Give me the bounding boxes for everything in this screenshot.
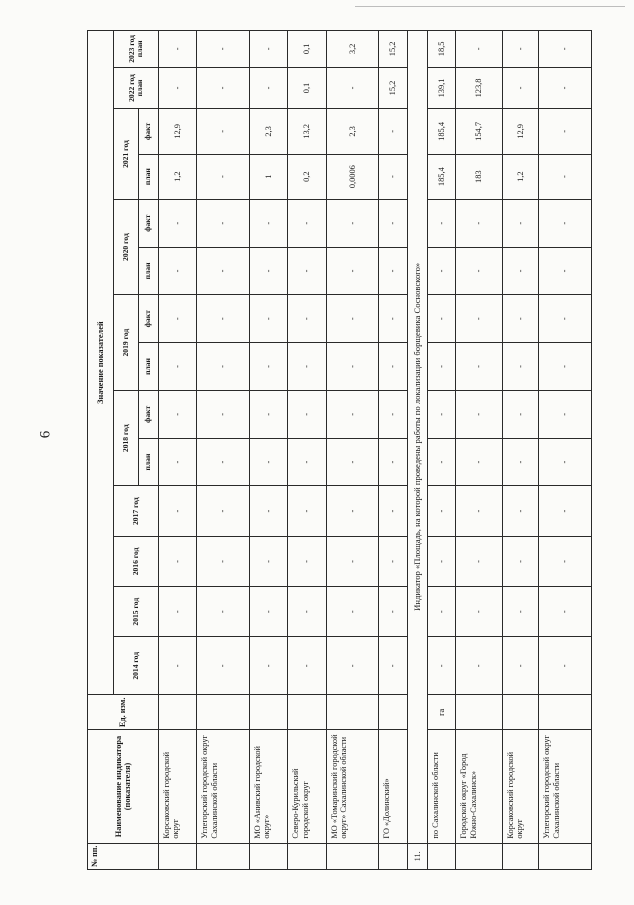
row-unit: [249, 695, 287, 730]
value-cell: 154,7: [456, 109, 503, 154]
value-cell: 0,0006: [326, 154, 379, 199]
value-cell: -: [539, 247, 592, 295]
row-num-cell: [456, 843, 503, 869]
value-cell: -: [502, 67, 538, 109]
value-cell: -: [288, 247, 326, 295]
value-cell: -: [539, 154, 592, 199]
header-year-2016: 2016 год: [114, 536, 159, 586]
header-values-title: Значение показателей: [88, 31, 114, 695]
table-row: [456, 31, 503, 870]
row-name: МО «Анивский городской округ»: [249, 730, 287, 843]
value-cell: -: [249, 199, 287, 247]
value-cell: -: [379, 109, 407, 154]
value-cell: -: [197, 295, 250, 343]
row-unit: [539, 695, 592, 730]
value-cell: -: [428, 486, 456, 536]
header-name: Наименование индикатора (показателя): [88, 730, 159, 843]
value-cell: -: [539, 295, 592, 343]
value-cell: 0,2: [288, 154, 326, 199]
row-num-cell: [539, 843, 592, 869]
value-cell: -: [326, 438, 379, 486]
value-cell: -: [288, 390, 326, 438]
row-name: Корсаковский городской округ: [158, 730, 196, 843]
value-cell: -: [379, 247, 407, 295]
row-num-cell: [428, 843, 456, 869]
value-cell: -: [502, 295, 538, 343]
header-plan-2023: план: [135, 40, 145, 58]
header-year-2018: 2018 год: [114, 390, 138, 486]
value-cell: -: [288, 199, 326, 247]
value-cell: -: [428, 536, 456, 586]
value-cell: -: [197, 247, 250, 295]
value-cell: -: [249, 31, 287, 68]
value-cell: 15,2: [379, 31, 407, 68]
value-cell: -: [326, 343, 379, 391]
value-cell: -: [158, 390, 196, 438]
header-row-1: [88, 31, 114, 870]
value-cell: -: [539, 438, 592, 486]
row-name: Городской округ «Город Южно-Сахалинск»: [456, 730, 503, 843]
header-year-2020: 2020 год: [114, 199, 138, 295]
value-cell: -: [456, 637, 503, 695]
value-cell: -: [502, 438, 538, 486]
value-cell: 18,5: [428, 31, 456, 68]
value-cell: -: [539, 637, 592, 695]
value-cell: -: [249, 587, 287, 637]
table-row: [326, 31, 379, 870]
table-row: [288, 31, 326, 870]
value-cell: 1,2: [502, 154, 538, 199]
value-cell: -: [326, 536, 379, 586]
value-cell: 183: [456, 154, 503, 199]
value-cell: -: [539, 390, 592, 438]
value-cell: 15,2: [379, 67, 407, 109]
value-cell: -: [456, 390, 503, 438]
row-name: ГО «Долинский»: [379, 730, 407, 843]
row-unit: [288, 695, 326, 730]
value-cell: -: [379, 486, 407, 536]
value-cell: -: [288, 637, 326, 695]
row-name: Углегорский городской округ Сахалинской области: [197, 730, 250, 843]
indicator-table: [87, 30, 592, 870]
value-cell: -: [249, 438, 287, 486]
value-cell: -: [502, 486, 538, 536]
value-cell: -: [502, 536, 538, 586]
value-cell: -: [379, 637, 407, 695]
value-cell: -: [197, 31, 250, 68]
indicator-11-row: [407, 31, 427, 870]
value-cell: -: [539, 67, 592, 109]
value-cell: -: [288, 343, 326, 391]
value-cell: 0,1: [288, 67, 326, 109]
value-cell: -: [158, 31, 196, 68]
value-cell: -: [288, 587, 326, 637]
value-cell: -: [428, 587, 456, 637]
value-cell: -: [539, 109, 592, 154]
value-cell: -: [158, 637, 196, 695]
value-cell: -: [288, 438, 326, 486]
value-cell: 12,9: [502, 109, 538, 154]
row-unit: [158, 695, 196, 730]
value-cell: -: [502, 390, 538, 438]
value-cell: -: [428, 637, 456, 695]
row-unit: [502, 695, 538, 730]
header-num: № пп.: [88, 843, 159, 869]
value-cell: 1: [249, 154, 287, 199]
value-cell: -: [502, 343, 538, 391]
value-cell: 139,1: [428, 67, 456, 109]
row-name: МО «Томаринский городской округ» Сахалинской области: [326, 730, 379, 843]
value-cell: -: [197, 154, 250, 199]
value-cell: 0,1: [288, 31, 326, 68]
value-cell: -: [197, 67, 250, 109]
table-body: [88, 31, 592, 870]
row-num-cell: [502, 843, 538, 869]
header-fact-2020: факт: [138, 199, 158, 247]
row-name: Углегорский городской округ Сахалинской области: [539, 730, 592, 843]
header-fact-2018: факт: [138, 390, 158, 438]
row-num-cell: [249, 843, 287, 869]
value-cell: -: [197, 486, 250, 536]
row-num-cell: [326, 843, 379, 869]
value-cell: -: [197, 438, 250, 486]
value-cell: 2,3: [326, 109, 379, 154]
value-cell: -: [456, 199, 503, 247]
value-cell: -: [428, 438, 456, 486]
value-cell: -: [539, 486, 592, 536]
value-cell: -: [158, 438, 196, 486]
page-number: 6: [37, 430, 54, 439]
value-cell: -: [158, 199, 196, 247]
header-year-2023: [114, 31, 159, 68]
table-row: [539, 31, 592, 870]
value-cell: -: [456, 486, 503, 536]
indicator-11-text: Индикатор «Площадь, на которой проведены работы по локализации борщевика Сосновского»: [407, 31, 427, 844]
table-row: [428, 31, 456, 870]
row-name: Корсаковский городской округ: [502, 730, 538, 843]
value-cell: -: [326, 587, 379, 637]
value-cell: -: [158, 486, 196, 536]
value-cell: -: [288, 295, 326, 343]
header-year-2022-label: 2022 год: [126, 74, 136, 102]
value-cell: -: [197, 199, 250, 247]
value-cell: -: [326, 637, 379, 695]
row-num-cell: [288, 843, 326, 869]
value-cell: -: [539, 587, 592, 637]
header-year-2022: [114, 67, 159, 109]
value-cell: -: [249, 486, 287, 536]
header-fact-2019: факт: [138, 295, 158, 343]
header-year-2023-label: 2023 год: [126, 35, 136, 63]
header-plan-2020: план: [138, 247, 158, 295]
value-cell: -: [158, 343, 196, 391]
value-cell: -: [379, 438, 407, 486]
value-cell: 2,3: [249, 109, 287, 154]
value-cell: -: [249, 343, 287, 391]
header-year-2014: 2014 год: [114, 637, 159, 695]
value-cell: -: [249, 247, 287, 295]
value-cell: -: [197, 587, 250, 637]
value-cell: -: [158, 67, 196, 109]
row-unit: [379, 695, 407, 730]
value-cell: -: [379, 390, 407, 438]
row-unit: [456, 695, 503, 730]
value-cell: -: [539, 536, 592, 586]
value-cell: -: [158, 587, 196, 637]
value-cell: -: [456, 536, 503, 586]
value-cell: -: [379, 295, 407, 343]
value-cell: -: [249, 637, 287, 695]
value-cell: -: [456, 295, 503, 343]
value-cell: 123,8: [456, 67, 503, 109]
value-cell: 185,4: [428, 109, 456, 154]
row-num-cell: [197, 843, 250, 869]
header-plan-2018: план: [138, 438, 158, 486]
value-cell: -: [539, 199, 592, 247]
header-year-2015: 2015 год: [114, 587, 159, 637]
row-name: по Сахалинской области: [428, 730, 456, 843]
value-cell: -: [502, 247, 538, 295]
value-cell: -: [428, 343, 456, 391]
value-cell: -: [379, 199, 407, 247]
value-cell: -: [197, 109, 250, 154]
value-cell: -: [158, 247, 196, 295]
value-cell: -: [502, 199, 538, 247]
indicator-11-num: 11.: [407, 843, 427, 869]
value-cell: -: [379, 154, 407, 199]
value-cell: -: [288, 486, 326, 536]
value-cell: -: [379, 587, 407, 637]
table-row: [158, 31, 196, 870]
value-cell: -: [158, 536, 196, 586]
value-cell: -: [326, 390, 379, 438]
value-cell: -: [326, 247, 379, 295]
value-cell: -: [539, 31, 592, 68]
row-unit: га: [428, 695, 456, 730]
value-cell: -: [456, 31, 503, 68]
value-cell: -: [456, 587, 503, 637]
value-cell: -: [379, 536, 407, 586]
header-plan-2022: план: [135, 79, 145, 97]
value-cell: -: [428, 390, 456, 438]
header-year-2019: 2019 год: [114, 295, 138, 391]
value-cell: -: [456, 343, 503, 391]
value-cell: -: [539, 343, 592, 391]
row-name: Северо-Курильский городской округ: [288, 730, 326, 843]
header-fact-2021: факт: [138, 109, 158, 154]
value-cell: -: [502, 637, 538, 695]
value-cell: -: [197, 390, 250, 438]
header-year-2021: 2021 год: [114, 109, 138, 200]
value-cell: 1,2: [158, 154, 196, 199]
table-row: [197, 31, 250, 870]
table-row: [502, 31, 538, 870]
header-year-2017: 2017 год: [114, 486, 159, 536]
row-unit: [326, 695, 379, 730]
value-cell: 12,9: [158, 109, 196, 154]
row-unit: [197, 695, 250, 730]
row-num-cell: [158, 843, 196, 869]
value-cell: -: [249, 295, 287, 343]
value-cell: -: [456, 438, 503, 486]
row-num-cell: [379, 843, 407, 869]
value-cell: 13,2: [288, 109, 326, 154]
value-cell: -: [502, 587, 538, 637]
value-cell: -: [197, 343, 250, 391]
header-plan-2019: план: [138, 343, 158, 391]
value-cell: -: [326, 295, 379, 343]
value-cell: -: [428, 199, 456, 247]
value-cell: -: [197, 637, 250, 695]
value-cell: -: [379, 343, 407, 391]
value-cell: -: [502, 31, 538, 68]
value-cell: -: [158, 295, 196, 343]
value-cell: -: [197, 536, 250, 586]
value-cell: 185,4: [428, 154, 456, 199]
table-row: [249, 31, 287, 870]
value-cell: -: [428, 295, 456, 343]
value-cell: -: [249, 390, 287, 438]
value-cell: -: [249, 536, 287, 586]
value-cell: -: [249, 67, 287, 109]
value-cell: -: [288, 536, 326, 586]
value-cell: 3,2: [326, 31, 379, 68]
value-cell: -: [428, 247, 456, 295]
table-row: [379, 31, 407, 870]
header-plan-2021: план: [138, 154, 158, 199]
value-cell: -: [326, 199, 379, 247]
value-cell: -: [326, 67, 379, 109]
value-cell: -: [456, 247, 503, 295]
header-unit: Ед. изм.: [88, 695, 159, 730]
value-cell: -: [326, 486, 379, 536]
